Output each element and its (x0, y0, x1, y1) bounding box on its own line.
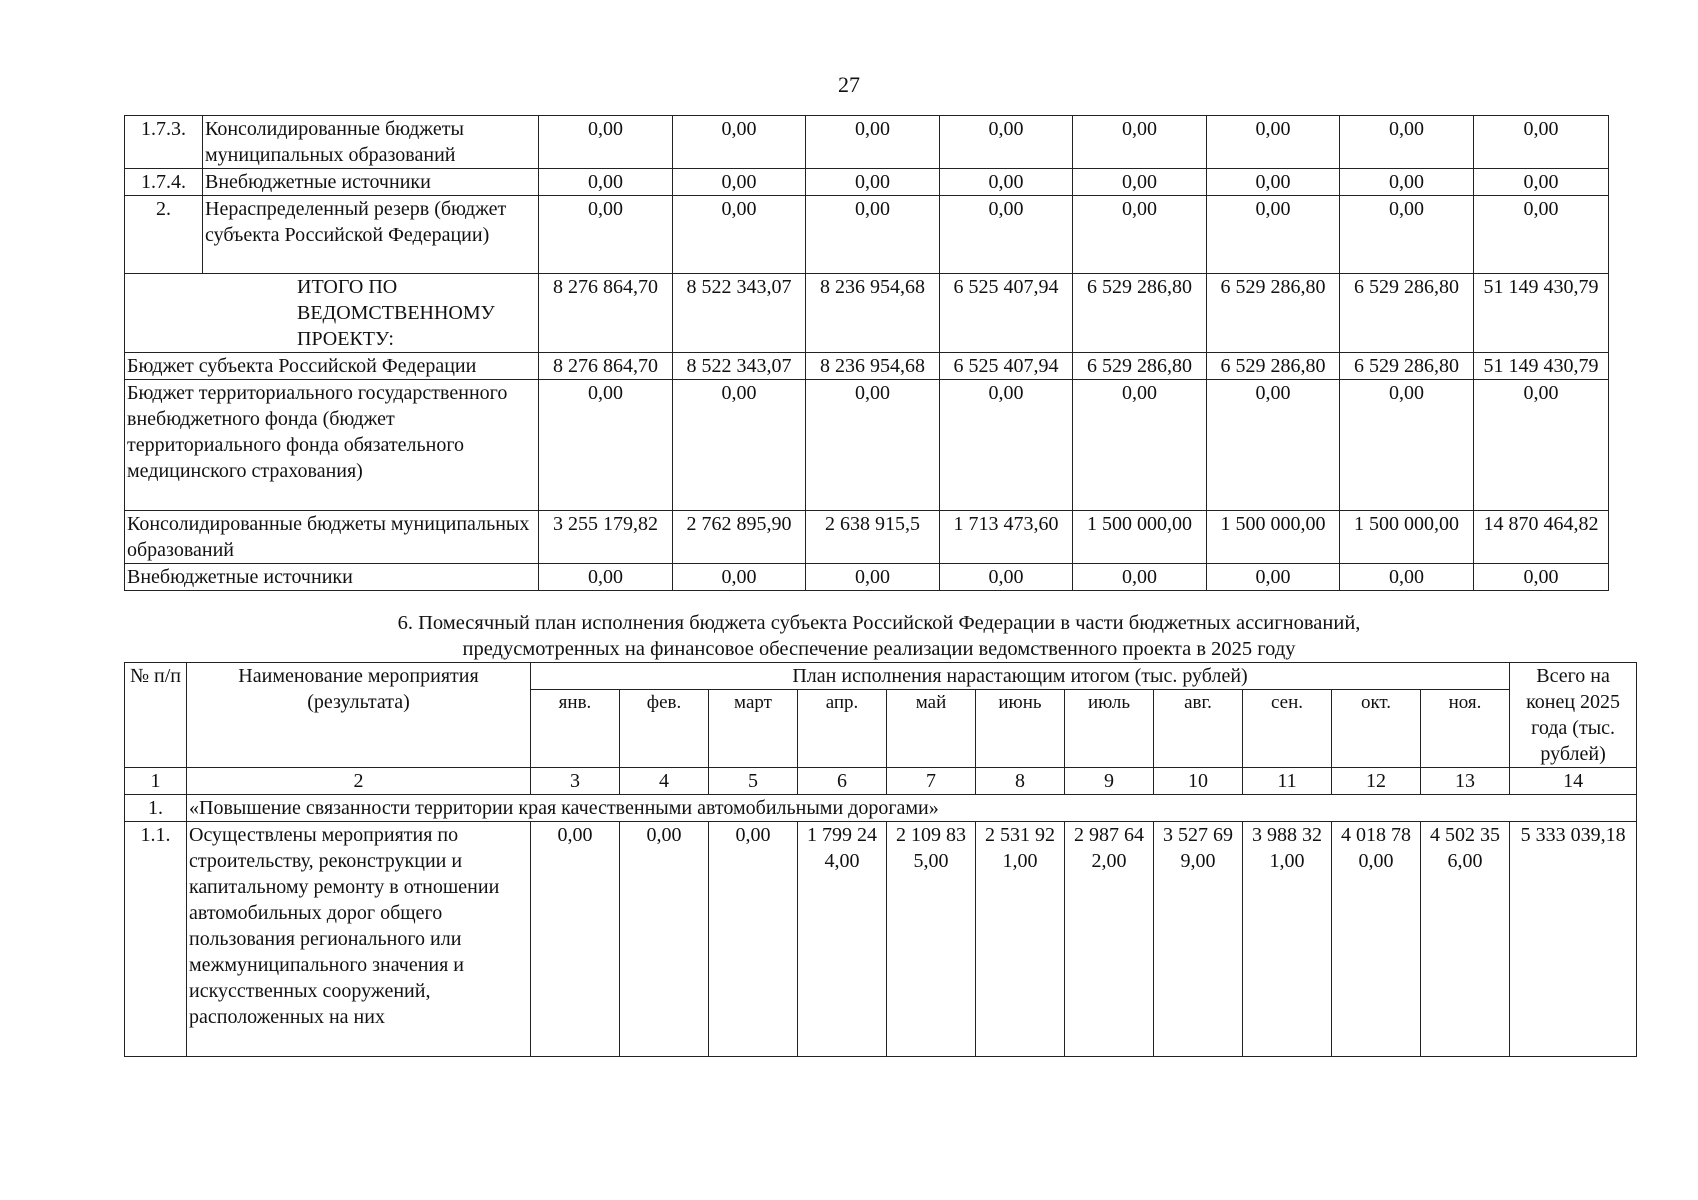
header-name: Наименование мероприятия (результата) (187, 663, 531, 768)
column-number: 8 (976, 768, 1065, 795)
value-cell: 0,00 (673, 564, 806, 591)
column-number: 2 (187, 768, 531, 795)
value-cell: 8 522 343,07 (673, 353, 806, 380)
value-cell: 0,00 (1073, 564, 1207, 591)
total-value-cell: 6 529 286,80 (1073, 274, 1207, 353)
value-cell: 0,00 (1073, 196, 1207, 274)
value-cell: 8 276 864,70 (539, 353, 673, 380)
value-cell: 0,00 (1073, 380, 1207, 511)
section-title-line2: предусмотренных на финансовое обеспечение реализации ведомственного проекта в 2025 году (462, 638, 1296, 660)
row-label: Консолидированные бюджеты муниципальных образований (203, 116, 539, 169)
row-label: Бюджет территориального государственного внебюджетного фонда (бюджет территориального фонда обязательного медицинского страхования) (125, 380, 539, 511)
page-number: 27 (838, 72, 860, 97)
month-header: май (887, 690, 976, 768)
header-row (125, 663, 1637, 690)
value-cell: 0,00 (806, 196, 940, 274)
value-cell: 0,00 (940, 116, 1073, 169)
plan-value-cell: 3 527 69 9,00 (1154, 822, 1243, 1057)
row-code: 1.7.3. (125, 116, 203, 169)
column-number: 14 (1510, 768, 1637, 795)
header-num: № п/п (125, 663, 187, 768)
value-cell: 0,00 (673, 116, 806, 169)
value-cell: 0,00 (806, 116, 940, 169)
value-cell: 6 525 407,94 (940, 353, 1073, 380)
plan-value-cell: 0,00 (531, 822, 620, 1057)
value-cell: 1 500 000,00 (1073, 511, 1207, 564)
value-cell: 0,00 (1474, 116, 1609, 169)
table-row (125, 511, 1609, 564)
item-code: 1.1. (125, 822, 187, 1057)
plan-value-cell: 1 799 24 4,00 (798, 822, 887, 1057)
value-cell: 6 529 286,80 (1073, 353, 1207, 380)
column-number: 11 (1243, 768, 1332, 795)
plan-value-cell: 0,00 (709, 822, 798, 1057)
row-label: Бюджет субъекта Российской Федерации (125, 353, 539, 380)
value-cell: 2 762 895,90 (673, 511, 806, 564)
value-cell: 0,00 (673, 380, 806, 511)
value-cell: 6 529 286,80 (1340, 353, 1474, 380)
budget-summary-table (124, 115, 1609, 591)
table-row (125, 564, 1609, 591)
row-label: Нераспределенный резерв (бюджет субъекта Российской Федерации) (203, 196, 539, 274)
month-header: янв. (531, 690, 620, 768)
row-code: 2. (125, 196, 203, 274)
month-header: март (709, 690, 798, 768)
value-cell: 0,00 (1073, 169, 1207, 196)
column-number: 4 (620, 768, 709, 795)
header-plan: План исполнения нарастающим итогом (тыс. рублей) (531, 663, 1510, 690)
total-value-cell: 8 236 954,68 (806, 274, 940, 353)
column-number: 3 (531, 768, 620, 795)
value-cell: 0,00 (539, 169, 673, 196)
plan-value-cell: 4 502 35 6,00 (1421, 822, 1510, 1057)
row-label: Внебюджетные источники (125, 564, 539, 591)
value-cell: 0,00 (1474, 380, 1609, 511)
table-row (125, 169, 1609, 196)
table-row (125, 380, 1609, 511)
plan-value-cell: 2 531 92 1,00 (976, 822, 1065, 1057)
value-cell: 0,00 (539, 196, 673, 274)
header-total: Всего на конец 2025 года (тыс. рублей) (1510, 663, 1637, 768)
column-number: 5 (709, 768, 798, 795)
plan-value-cell: 2 109 83 5,00 (887, 822, 976, 1057)
table-row (125, 196, 1609, 274)
column-number: 1 (125, 768, 187, 795)
value-cell: 0,00 (940, 380, 1073, 511)
value-cell: 0,00 (539, 116, 673, 169)
value-cell: 0,00 (673, 196, 806, 274)
value-cell: 0,00 (1340, 564, 1474, 591)
value-cell: 6 529 286,80 (1207, 353, 1340, 380)
month-header: июнь (976, 690, 1065, 768)
section-name: «Повышение связанности территории края качественными автомобильными дорогами» (187, 795, 1637, 822)
section-row (125, 795, 1637, 822)
column-number: 12 (1332, 768, 1421, 795)
value-cell: 0,00 (1474, 196, 1609, 274)
month-header: ноя. (1421, 690, 1510, 768)
column-number: 10 (1154, 768, 1243, 795)
total-value-cell: 8 522 343,07 (673, 274, 806, 353)
total-value-cell: 51 149 430,79 (1474, 274, 1609, 353)
table-row (125, 116, 1609, 169)
value-cell: 0,00 (1207, 380, 1340, 511)
section-title-line1: 6. Помесячный план исполнения бюджета субъекта Российской Федерации в части бюджетных ассигнований, (397, 612, 1361, 634)
value-cell: 14 870 464,82 (1474, 511, 1609, 564)
value-cell: 0,00 (673, 169, 806, 196)
plan-value-cell: 4 018 78 0,00 (1332, 822, 1421, 1057)
value-cell: 0,00 (806, 564, 940, 591)
month-header: фев. (620, 690, 709, 768)
column-number: 7 (887, 768, 976, 795)
plan-value-cell: 3 988 32 1,00 (1243, 822, 1332, 1057)
value-cell: 0,00 (1340, 116, 1474, 169)
value-cell: 2 638 915,5 (806, 511, 940, 564)
value-cell: 0,00 (1207, 564, 1340, 591)
value-cell: 0,00 (940, 564, 1073, 591)
value-cell: 0,00 (1073, 116, 1207, 169)
value-cell: 0,00 (940, 196, 1073, 274)
total-value-cell: 6 529 286,80 (1340, 274, 1474, 353)
total-value-cell: 8 276 864,70 (539, 274, 673, 353)
value-cell: 0,00 (1474, 564, 1609, 591)
section-code: 1. (125, 795, 187, 822)
section-title (124, 610, 1634, 662)
column-number-row (125, 768, 1637, 795)
value-cell: 1 500 000,00 (1207, 511, 1340, 564)
value-cell: 0,00 (806, 380, 940, 511)
value-cell: 0,00 (539, 564, 673, 591)
value-cell: 0,00 (539, 380, 673, 511)
value-cell: 0,00 (1340, 380, 1474, 511)
value-cell: 0,00 (940, 169, 1073, 196)
total-value-cell: 6 525 407,94 (940, 274, 1073, 353)
table-row (125, 353, 1609, 380)
item-name: Осуществлены мероприятия по строительству, реконструкции и капитальному ремонту в отношении автомобильных дорог общего пользования регионального или межмуниципального значения и искусственных сооружений, расположенных на них (187, 822, 531, 1057)
row-label: Консолидированные бюджеты муниципальных образований (125, 511, 539, 564)
item-total: 5 333 039,18 (1510, 822, 1637, 1057)
month-header: окт. (1332, 690, 1421, 768)
month-header: авг. (1154, 690, 1243, 768)
monthly-plan-table (124, 662, 1637, 1057)
value-cell: 0,00 (1207, 116, 1340, 169)
row-code: 1.7.4. (125, 169, 203, 196)
plan-value-cell: 2 987 64 2,00 (1065, 822, 1154, 1057)
total-value-cell: 6 529 286,80 (1207, 274, 1340, 353)
value-cell: 51 149 430,79 (1474, 353, 1609, 380)
total-label: ИТОГО ПО ВЕДОМСТВЕННОМУ ПРОЕКТУ: (125, 274, 539, 353)
column-number: 9 (1065, 768, 1154, 795)
value-cell: 0,00 (1474, 169, 1609, 196)
value-cell: 0,00 (1340, 169, 1474, 196)
month-header: июль (1065, 690, 1154, 768)
budget-summary-body (125, 116, 1609, 591)
value-cell: 0,00 (806, 169, 940, 196)
item-row (125, 822, 1637, 1057)
month-header: сен. (1243, 690, 1332, 768)
value-cell: 1 713 473,60 (940, 511, 1073, 564)
column-number: 13 (1421, 768, 1510, 795)
monthly-plan-body (125, 663, 1637, 1057)
total-row (125, 274, 1609, 353)
row-label: Внебюджетные источники (203, 169, 539, 196)
month-header: апр. (798, 690, 887, 768)
value-cell: 0,00 (1207, 196, 1340, 274)
value-cell: 1 500 000,00 (1340, 511, 1474, 564)
value-cell: 3 255 179,82 (539, 511, 673, 564)
value-cell: 0,00 (1207, 169, 1340, 196)
value-cell: 8 236 954,68 (806, 353, 940, 380)
plan-value-cell: 0,00 (620, 822, 709, 1057)
column-number: 6 (798, 768, 887, 795)
value-cell: 0,00 (1340, 196, 1474, 274)
